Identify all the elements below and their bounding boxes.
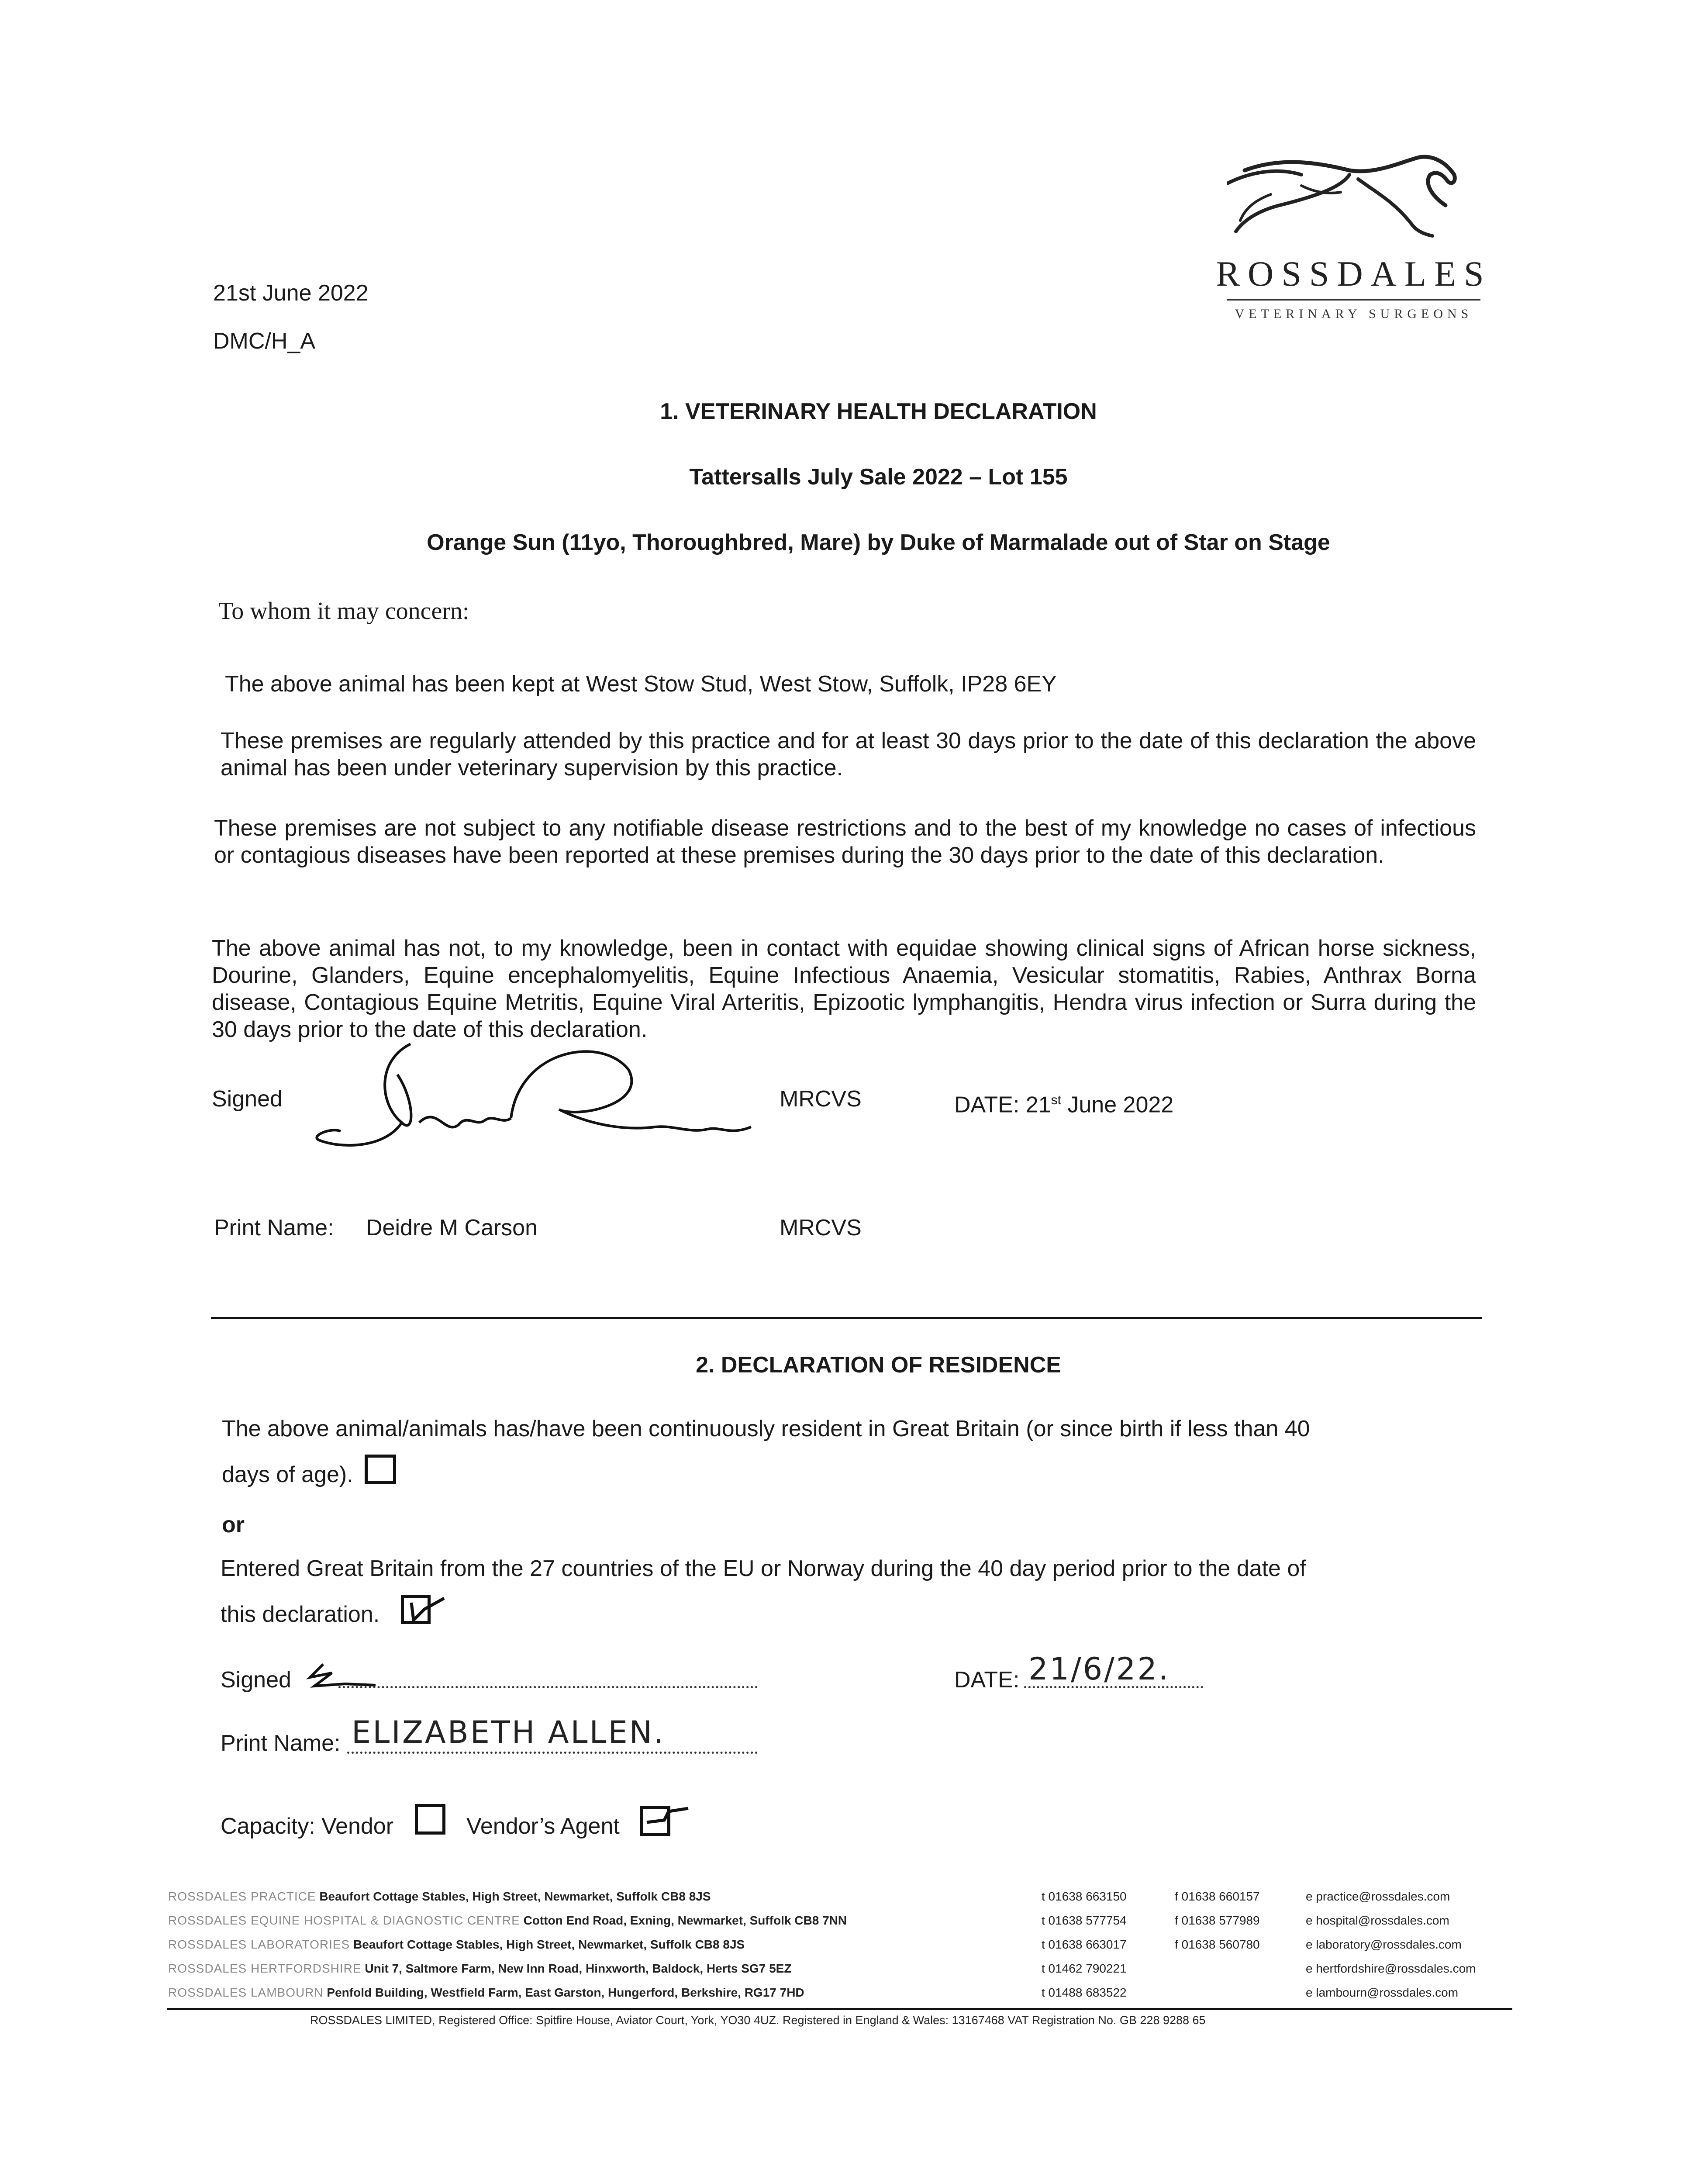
date-label-2: DATE: xyxy=(954,1667,1020,1693)
salutation: To whom it may concern: xyxy=(218,598,469,625)
footer-address: Cotton End Road, Exning, Newmarket, Suffolk CB8 7NN xyxy=(523,1914,847,1927)
section2-title: 2. DECLARATION OF RESIDENCE xyxy=(696,1352,1061,1378)
footer-tel: t 01488 683522 xyxy=(1042,1986,1127,1999)
section1-title xyxy=(35,398,1687,425)
horse-logo-icon xyxy=(1227,144,1472,245)
footer-fax: f 01638 560780 xyxy=(1175,1938,1260,1951)
entered-checkbox[interactable] xyxy=(401,1595,431,1624)
letter-date: 21st June 2022 xyxy=(213,280,369,306)
vet-declaration-date xyxy=(954,1087,1173,1118)
vet-print-name: Deidre M Carson xyxy=(366,1215,538,1241)
footer-row xyxy=(168,1985,804,2000)
footer-divider xyxy=(167,2008,1512,2010)
print-name-line xyxy=(347,1752,758,1754)
footer-email[interactable]: e hertfordshire@rossdales.com xyxy=(1306,1962,1476,1975)
footer-address: Beaufort Cottage Stables, High Street, Newmarket, Suffolk CB8 8JS xyxy=(319,1890,711,1903)
footer-email[interactable]: e practice@rossdales.com xyxy=(1306,1890,1450,1903)
section1-number: 1. xyxy=(660,399,679,424)
handwritten-print-name: ELIZABETH ALLEN. xyxy=(352,1714,666,1750)
footer-email[interactable]: e laboratory@rossdales.com xyxy=(1306,1938,1462,1951)
sale-title: Tattersalls July Sale 2022 – Lot 155 xyxy=(689,464,1068,490)
footer-tel: t 01462 790221 xyxy=(1042,1962,1127,1975)
mrcvs-label: MRCVS xyxy=(780,1086,862,1112)
footer-email[interactable]: e lambourn@rossdales.com xyxy=(1306,1986,1459,1999)
entry-text-line2: this declaration. xyxy=(221,1602,380,1627)
footer-unit: ROSSDALES LABORATORIES xyxy=(168,1938,350,1951)
footer-tel: t 01638 663017 xyxy=(1042,1938,1127,1951)
footer-address: Beaufort Cottage Stables, High Street, Newmarket, Suffolk CB8 8JS xyxy=(353,1938,745,1951)
footer-tel: t 01638 577754 xyxy=(1042,1914,1127,1927)
footer-tel: t 01638 663150 xyxy=(1042,1890,1127,1903)
checkmark-icon xyxy=(400,1590,448,1624)
vendor-checkbox[interactable] xyxy=(415,1804,445,1835)
date-label: DATE: 21 xyxy=(954,1092,1051,1118)
entry-text-line1: Entered Great Britain from the 27 countries of the EU or Norway during the 40 day period prior to the date of xyxy=(221,1556,1306,1581)
section-divider xyxy=(211,1317,1482,1319)
paragraph-premises: The above animal has been kept at West Stow Stud, West Stow, Suffolk, IP28 6EY xyxy=(225,671,1057,697)
agent-checkbox[interactable] xyxy=(640,1806,670,1836)
logo-divider xyxy=(1227,299,1480,301)
print-name-label-2: Print Name: xyxy=(221,1731,341,1756)
footer-address: Unit 7, Saltmore Farm, New Inn Road, Hinxworth, Baldock, Herts SG7 5EZ xyxy=(365,1962,792,1975)
vendors-agent-label: Vendor’s Agent xyxy=(466,1814,620,1839)
reference-code: DMC/H_A xyxy=(213,328,316,354)
handwritten-date: 21/6/22. xyxy=(1028,1651,1170,1687)
footer-row xyxy=(168,1913,847,1928)
footer-unit: ROSSDALES PRACTICE xyxy=(168,1890,316,1903)
footer-row xyxy=(168,1889,711,1904)
footer-fax: f 01638 660157 xyxy=(1175,1890,1260,1903)
paragraph-contact-equidae: The above animal has not, to my knowledge, been in contact with equidae showing clinical signs of African horse sickness, Dourine, Glanders, Equine encephalomyelitis, Equine Infectious Anaemia, Vesicular stomatitis, Rabies, Anthrax Borna disease, Contagious Equine Metritis, Equine Viral Arteritis, Epizootic lymphangitis, Hendra virus infection or Surra during the 30 days prior to the date of this declaration. xyxy=(212,936,1476,1042)
signature-line xyxy=(338,1686,758,1688)
vendor-signature xyxy=(306,1655,380,1695)
logo-name: ROSSDALES xyxy=(1216,254,1492,294)
footer-unit: ROSSDALES LAMBOURN xyxy=(168,1986,324,1999)
or-label: or xyxy=(222,1512,245,1538)
signed-label-2: Signed xyxy=(221,1667,291,1693)
vet-signature xyxy=(314,1035,804,1175)
paragraph-attendance: These premises are regularly attended by this practice and for at least 30 days prior to the date of this declaration the above animal has been under veterinary supervision by this practice. xyxy=(221,728,1476,781)
logo-tagline: VETERINARY SURGEONS xyxy=(1235,307,1473,321)
footer-row xyxy=(168,1937,745,1952)
footer-address: Penfold Building, Westfield Farm, East Garston, Hungerford, Berkshire, RG17 7HD xyxy=(327,1986,804,1999)
date-suffix: st xyxy=(1051,1093,1061,1107)
footer-unit: ROSSDALES HERTFORDSHIRE xyxy=(168,1962,362,1975)
resident-checkbox[interactable] xyxy=(365,1455,396,1484)
mrcvs-label-2: MRCVS xyxy=(780,1215,862,1241)
capacity-vendor-label: Capacity: Vendor xyxy=(221,1814,394,1839)
print-name-label: Print Name: xyxy=(214,1215,334,1241)
checkmark-icon xyxy=(640,1800,693,1835)
footer-fax: f 01638 577989 xyxy=(1175,1914,1260,1927)
footer-email[interactable]: e hospital@rossdales.com xyxy=(1306,1914,1449,1927)
date-rest: June 2022 xyxy=(1061,1092,1174,1118)
footer-unit: ROSSDALES EQUINE HOSPITAL & DIAGNOSTIC CENTRE xyxy=(168,1914,520,1927)
residence-text-line2: days of age). xyxy=(222,1462,353,1487)
paragraph-disease-restrictions: These premises are not subject to any notifiable disease restrictions and to the best of my knowledge no cases of infectious or contagious diseases have been reported at these premises during the 30 days prior to the date of this declaration. xyxy=(214,816,1476,868)
signed-label: Signed xyxy=(212,1086,283,1112)
residence-text-line1: The above animal/animals has/have been continuously resident in Great Britain (or since birth if less than 40 xyxy=(222,1416,1310,1441)
rossdales-logo xyxy=(1214,144,1494,341)
section1-heading: VETERINARY HEALTH DECLARATION xyxy=(685,399,1097,424)
horse-title: Orange Sun (11yo, Thoroughbred, Mare) by Duke of Marmalade out of Star on Stage xyxy=(427,530,1330,555)
footer-row xyxy=(168,1961,791,1976)
registered-office: ROSSDALES LIMITED, Registered Office: Spitfire House, Aviator Court, York, YO30 4UZ. Registered in England & Wales: 13167468 VAT Registration No. GB 228 9288 65 xyxy=(310,2014,1206,2027)
